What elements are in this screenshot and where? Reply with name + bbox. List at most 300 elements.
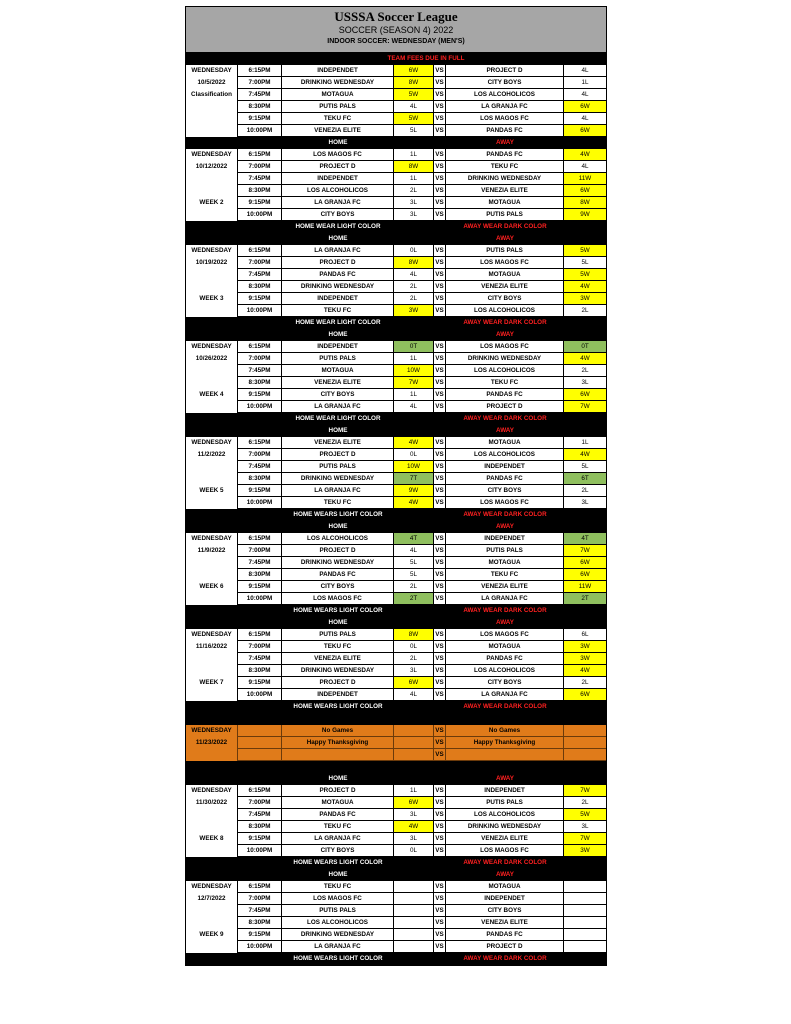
home-score: 0T: [394, 341, 434, 353]
schedule-sheet: [185, 6, 607, 966]
away-score: 6W: [564, 569, 606, 581]
vs-cell: VS: [434, 173, 446, 185]
game-time: 7:00PM: [238, 77, 282, 89]
home-team: PUTIS PALS: [282, 353, 394, 365]
home-team: CITY BOYS: [282, 209, 394, 221]
away-score: [564, 881, 606, 893]
vs-cell: VS: [434, 833, 446, 845]
home-team: PROJECT D: [282, 161, 394, 173]
time-cell: [238, 221, 282, 233]
away-team: TEKU FC: [446, 377, 564, 389]
away-team: VENEZIA ELITE: [446, 917, 564, 929]
home-team: INDEPENDET: [282, 173, 394, 185]
home-team: MOTAGUA: [282, 89, 394, 101]
away-score: 3W: [564, 653, 606, 665]
home-score: 3L: [394, 833, 434, 845]
game-row: [186, 845, 606, 857]
vs-cell: [434, 605, 446, 617]
away-score: 2L: [564, 677, 606, 689]
vs-cell: VS: [434, 593, 446, 605]
home-score: [394, 917, 434, 929]
home-team: TEKU FC: [282, 113, 394, 125]
game-row: [186, 281, 606, 293]
day-cell: WEDNESDAY: [186, 149, 238, 161]
home-score: [394, 929, 434, 941]
score-cell: [394, 953, 434, 965]
game-time: 9:15PM: [238, 677, 282, 689]
score-cell: [394, 761, 434, 773]
home-score: 3L: [394, 209, 434, 221]
game-time: 10:00PM: [238, 941, 282, 953]
vs-cell: [434, 761, 446, 773]
day-cell: WEDNESDAY: [186, 629, 238, 641]
away-score: 4W: [564, 149, 606, 161]
home-score: 5L: [394, 569, 434, 581]
game-row: [186, 581, 606, 593]
score-cell: [394, 605, 434, 617]
away-team: LOS MAGOS FC: [446, 497, 564, 509]
home-team: PUTIS PALS: [282, 629, 394, 641]
game-time: 10:00PM: [238, 209, 282, 221]
vs-cell: VS: [434, 485, 446, 497]
day-cell: [186, 953, 238, 965]
away-team: TEKU FC: [446, 569, 564, 581]
away-label: AWAY WEAR DARK COLOR: [446, 221, 564, 233]
vs-cell: VS: [434, 449, 446, 461]
away-score: 0T: [564, 341, 606, 353]
home-score: 2L: [394, 281, 434, 293]
game-time: 7:00PM: [238, 161, 282, 173]
game-row: [186, 77, 606, 89]
home-score: 6W: [394, 797, 434, 809]
home-score: 4W: [394, 497, 434, 509]
day-cell: 10/12/2022: [186, 161, 238, 173]
score-cell: [394, 701, 434, 713]
vs-cell: VS: [434, 401, 446, 413]
time-cell: [238, 761, 282, 773]
game-time: 6:15PM: [238, 785, 282, 797]
wear-color-row: [186, 317, 606, 329]
away-score: 5L: [564, 461, 606, 473]
away-team: PUTIS PALS: [446, 209, 564, 221]
holiday-home: No Games: [282, 725, 394, 737]
time-cell: [238, 317, 282, 329]
home-score: 7W: [394, 377, 434, 389]
time-cell: [238, 329, 282, 341]
home-team: PROJECT D: [282, 449, 394, 461]
game-row: [186, 821, 606, 833]
vs-cell: VS: [434, 269, 446, 281]
day-cell: [186, 233, 238, 245]
game-row: [186, 665, 606, 677]
home-team: TEKU FC: [282, 305, 394, 317]
game-row: [186, 485, 606, 497]
vs-cell: [434, 137, 446, 149]
vs-cell: VS: [434, 389, 446, 401]
home-team: TEKU FC: [282, 497, 394, 509]
home-team: LA GRANJA FC: [282, 401, 394, 413]
day-cell: [186, 809, 238, 821]
home-label: HOME: [282, 137, 394, 149]
home-score: 0L: [394, 245, 434, 257]
game-row: [186, 125, 606, 137]
home-team: LOS MAGOS FC: [282, 593, 394, 605]
day-cell: 10/26/2022: [186, 353, 238, 365]
game-row: [186, 341, 606, 353]
day-cell: WEEK 5: [186, 485, 238, 497]
game-time: 6:15PM: [238, 341, 282, 353]
home-team: LA GRANJA FC: [282, 245, 394, 257]
home-team: LOS ALCOHOLICOS: [282, 917, 394, 929]
home-team: LA GRANJA FC: [282, 941, 394, 953]
home-score: 1L: [394, 173, 434, 185]
score-cell: [564, 605, 606, 617]
day-cell: [186, 509, 238, 521]
home-team: PANDAS FC: [282, 809, 394, 821]
home-score: 9W: [394, 485, 434, 497]
away-score: [564, 941, 606, 953]
day-cell: WEEK 9: [186, 929, 238, 941]
day-cell: 11/2/2022: [186, 449, 238, 461]
time-cell: [238, 953, 282, 965]
home-label: HOME WEAR LIGHT COLOR: [282, 221, 394, 233]
home-label: HOME: [282, 329, 394, 341]
day-cell: [186, 473, 238, 485]
vs-cell: VS: [434, 689, 446, 701]
game-row: [186, 893, 606, 905]
home-label: HOME WEAR LIGHT COLOR: [282, 413, 394, 425]
day-cell: 10/5/2022: [186, 77, 238, 89]
away-team: DRINKING WEDNESDAY: [446, 353, 564, 365]
home-team: VENEZIA ELITE: [282, 377, 394, 389]
wear-color-row: [186, 953, 606, 965]
wear-color-row: [186, 509, 606, 521]
home-team: PUTIS PALS: [282, 905, 394, 917]
game-row: [186, 929, 606, 941]
game-time: 7:45PM: [238, 557, 282, 569]
away-score: 3W: [564, 641, 606, 653]
away-score: 3W: [564, 293, 606, 305]
fees-notice-row: [186, 53, 606, 65]
score-cell: [564, 233, 606, 245]
score-cell: [394, 317, 434, 329]
home-score: 1L: [394, 149, 434, 161]
holiday-home: [282, 749, 394, 761]
home-team: DRINKING WEDNESDAY: [282, 557, 394, 569]
away-score: 5L: [564, 257, 606, 269]
away-label: AWAY: [446, 521, 564, 533]
vs-cell: VS: [434, 437, 446, 449]
vs-cell: VS: [434, 473, 446, 485]
away-team: LOS MAGOS FC: [446, 629, 564, 641]
away-team: CITY BOYS: [446, 293, 564, 305]
vs-cell: VS: [434, 245, 446, 257]
away-score: 11W: [564, 581, 606, 593]
home-score: 6W: [394, 65, 434, 77]
game-time: 8:30PM: [238, 473, 282, 485]
away-team: VENEZIA ELITE: [446, 833, 564, 845]
time-cell: [238, 857, 282, 869]
day-cell: [186, 185, 238, 197]
away-label: AWAY WEAR DARK COLOR: [446, 953, 564, 965]
vs-cell: VS: [434, 641, 446, 653]
away-score: [564, 893, 606, 905]
holiday-away: Happy Thanksgiving: [446, 737, 564, 749]
away-label: AWAY WEAR DARK COLOR: [446, 413, 564, 425]
away-score: 3L: [564, 497, 606, 509]
away-team: MOTAGUA: [446, 197, 564, 209]
away-score: 3L: [564, 821, 606, 833]
away-team: TEKU FC: [446, 161, 564, 173]
score-cell: [564, 773, 606, 785]
day-cell: WEDNESDAY: [186, 341, 238, 353]
vs-cell: VS: [434, 89, 446, 101]
time-cell: [238, 509, 282, 521]
home-score: 2L: [394, 293, 434, 305]
day-cell: [186, 845, 238, 857]
day-cell: [186, 173, 238, 185]
home-score: [394, 941, 434, 953]
home-score: 1L: [394, 785, 434, 797]
away-score: [564, 929, 606, 941]
away-score: 4W: [564, 353, 606, 365]
vs-cell: VS: [434, 377, 446, 389]
game-row: [186, 449, 606, 461]
game-row: [186, 629, 606, 641]
game-time: 6:15PM: [238, 629, 282, 641]
home-score: 2L: [394, 581, 434, 593]
day-cell: 11/30/2022: [186, 797, 238, 809]
home-team: PROJECT D: [282, 677, 394, 689]
day-cell: [186, 869, 238, 881]
game-row: [186, 881, 606, 893]
home-team: INDEPENDET: [282, 689, 394, 701]
day-cell: [186, 665, 238, 677]
score-cell: [564, 329, 606, 341]
time-cell: [238, 725, 282, 737]
home-label: HOME: [282, 233, 394, 245]
league-subtitle: INDOOR SOCCER: WEDNESDAY (MEN'S): [327, 38, 465, 45]
home-label: HOME: [282, 425, 394, 437]
home-team: LOS ALCOHOLICOS: [282, 185, 394, 197]
home-team: DRINKING WEDNESDAY: [282, 665, 394, 677]
home-team: TEKU FC: [282, 821, 394, 833]
fees-notice: TEAM FEES DUE IN FULL: [186, 53, 606, 65]
away-team: INDEPENDET: [446, 785, 564, 797]
score-cell: [564, 509, 606, 521]
away-score: 4T: [564, 533, 606, 545]
away-score: 9W: [564, 209, 606, 221]
time-cell: [238, 749, 282, 761]
game-row: [186, 149, 606, 161]
game-row: [186, 437, 606, 449]
home-score: 2L: [394, 653, 434, 665]
home-label: [282, 761, 394, 773]
vs-cell: VS: [434, 497, 446, 509]
home-score: 6W: [394, 677, 434, 689]
game-row: [186, 401, 606, 413]
wear-color-row: [186, 605, 606, 617]
away-team: MOTAGUA: [446, 641, 564, 653]
vs-cell: VS: [434, 281, 446, 293]
away-score: 6W: [564, 689, 606, 701]
home-team: INDEPENDET: [282, 65, 394, 77]
home-team: LOS MAGOS FC: [282, 893, 394, 905]
away-label: [446, 713, 564, 725]
away-team: CITY BOYS: [446, 677, 564, 689]
game-time: 10:00PM: [238, 593, 282, 605]
home-score: [394, 881, 434, 893]
score-cell: [564, 413, 606, 425]
away-team: PANDAS FC: [446, 653, 564, 665]
score-cell: [394, 221, 434, 233]
day-cell: 11/9/2022: [186, 545, 238, 557]
away-score: 6W: [564, 557, 606, 569]
home-team: VENEZIA ELITE: [282, 653, 394, 665]
day-cell: 11/16/2022: [186, 641, 238, 653]
day-cell: [186, 941, 238, 953]
game-row: [186, 917, 606, 929]
away-score: 7W: [564, 545, 606, 557]
vs-cell: [434, 509, 446, 521]
score-cell: [394, 773, 434, 785]
home-away-label-row: [186, 425, 606, 437]
day-cell: [186, 521, 238, 533]
game-row: [186, 185, 606, 197]
away-label: AWAY: [446, 137, 564, 149]
away-label: AWAY: [446, 329, 564, 341]
game-time: 9:15PM: [238, 833, 282, 845]
home-score: 4L: [394, 269, 434, 281]
away-score: 6W: [564, 185, 606, 197]
game-time: 8:30PM: [238, 101, 282, 113]
away-team: DRINKING WEDNESDAY: [446, 173, 564, 185]
game-row: [186, 785, 606, 797]
away-label: AWAY: [446, 233, 564, 245]
game-time: 9:15PM: [238, 929, 282, 941]
home-score: 8W: [394, 161, 434, 173]
game-row: [186, 101, 606, 113]
home-label: HOME: [282, 773, 394, 785]
game-time: 8:30PM: [238, 569, 282, 581]
vs-cell: [434, 317, 446, 329]
score-cell: [394, 617, 434, 629]
day-cell: [186, 401, 238, 413]
home-score: 5L: [394, 557, 434, 569]
vs-cell: VS: [434, 197, 446, 209]
vs-cell: VS: [434, 149, 446, 161]
vs-cell: VS: [434, 941, 446, 953]
home-team: VENEZIA ELITE: [282, 125, 394, 137]
home-label: HOME WEARS LIGHT COLOR: [282, 857, 394, 869]
home-score: 0L: [394, 641, 434, 653]
game-row: [186, 689, 606, 701]
game-row: [186, 353, 606, 365]
away-team: LOS ALCOHOLICOS: [446, 449, 564, 461]
day-cell: [186, 557, 238, 569]
game-row: [186, 257, 606, 269]
game-row: [186, 245, 606, 257]
home-label: [282, 713, 394, 725]
home-label: HOME: [282, 521, 394, 533]
away-score: 4W: [564, 281, 606, 293]
score-cell: [394, 233, 434, 245]
away-team: PUTIS PALS: [446, 797, 564, 809]
game-row: [186, 89, 606, 101]
game-row: [186, 293, 606, 305]
game-row: [186, 941, 606, 953]
day-cell: [186, 749, 238, 761]
game-row: [186, 593, 606, 605]
spacer-row: [186, 761, 606, 773]
score-cell: [394, 869, 434, 881]
day-cell: [186, 461, 238, 473]
away-team: INDEPENDET: [446, 461, 564, 473]
home-score: 8W: [394, 257, 434, 269]
time-cell: [238, 713, 282, 725]
game-row: [186, 365, 606, 377]
home-team: VENEZIA ELITE: [282, 437, 394, 449]
game-row: [186, 269, 606, 281]
game-row: [186, 533, 606, 545]
home-score: 2T: [394, 593, 434, 605]
game-row: [186, 377, 606, 389]
home-team: MOTAGUA: [282, 365, 394, 377]
game-time: 9:15PM: [238, 389, 282, 401]
vs-cell: [434, 521, 446, 533]
home-team: PANDAS FC: [282, 269, 394, 281]
game-time: 9:15PM: [238, 293, 282, 305]
time-cell: [238, 425, 282, 437]
away-team: VENEZIA ELITE: [446, 185, 564, 197]
score-cell: [564, 761, 606, 773]
game-time: 7:45PM: [238, 653, 282, 665]
game-row: [186, 197, 606, 209]
day-cell: [186, 605, 238, 617]
time-cell: [238, 413, 282, 425]
game-row: [186, 113, 606, 125]
vs-cell: VS: [434, 125, 446, 137]
day-cell: WEDNESDAY: [186, 245, 238, 257]
day-cell: WEDNESDAY: [186, 533, 238, 545]
league-title: USSSA Soccer League: [334, 9, 458, 24]
game-time: 7:00PM: [238, 545, 282, 557]
vs-cell: VS: [434, 257, 446, 269]
away-team: DRINKING WEDNESDAY: [446, 821, 564, 833]
home-team: PUTIS PALS: [282, 461, 394, 473]
holiday-row: [186, 737, 606, 749]
vs-cell: [434, 329, 446, 341]
vs-cell: VS: [434, 353, 446, 365]
time-cell: [238, 737, 282, 749]
day-cell: WEDNESDAY: [186, 437, 238, 449]
vs-cell: VS: [434, 77, 446, 89]
vs-cell: [434, 713, 446, 725]
score-cell: [564, 617, 606, 629]
away-team: VENEZIA ELITE: [446, 281, 564, 293]
score-cell: [564, 425, 606, 437]
away-team: CITY BOYS: [446, 905, 564, 917]
away-label: AWAY: [446, 869, 564, 881]
game-row: [186, 209, 606, 221]
game-time: 6:15PM: [238, 149, 282, 161]
away-team: LA GRANJA FC: [446, 593, 564, 605]
vs-cell: VS: [434, 821, 446, 833]
game-time: 6:15PM: [238, 881, 282, 893]
day-cell: [186, 497, 238, 509]
game-time: 10:00PM: [238, 401, 282, 413]
away-team: PANDAS FC: [446, 389, 564, 401]
